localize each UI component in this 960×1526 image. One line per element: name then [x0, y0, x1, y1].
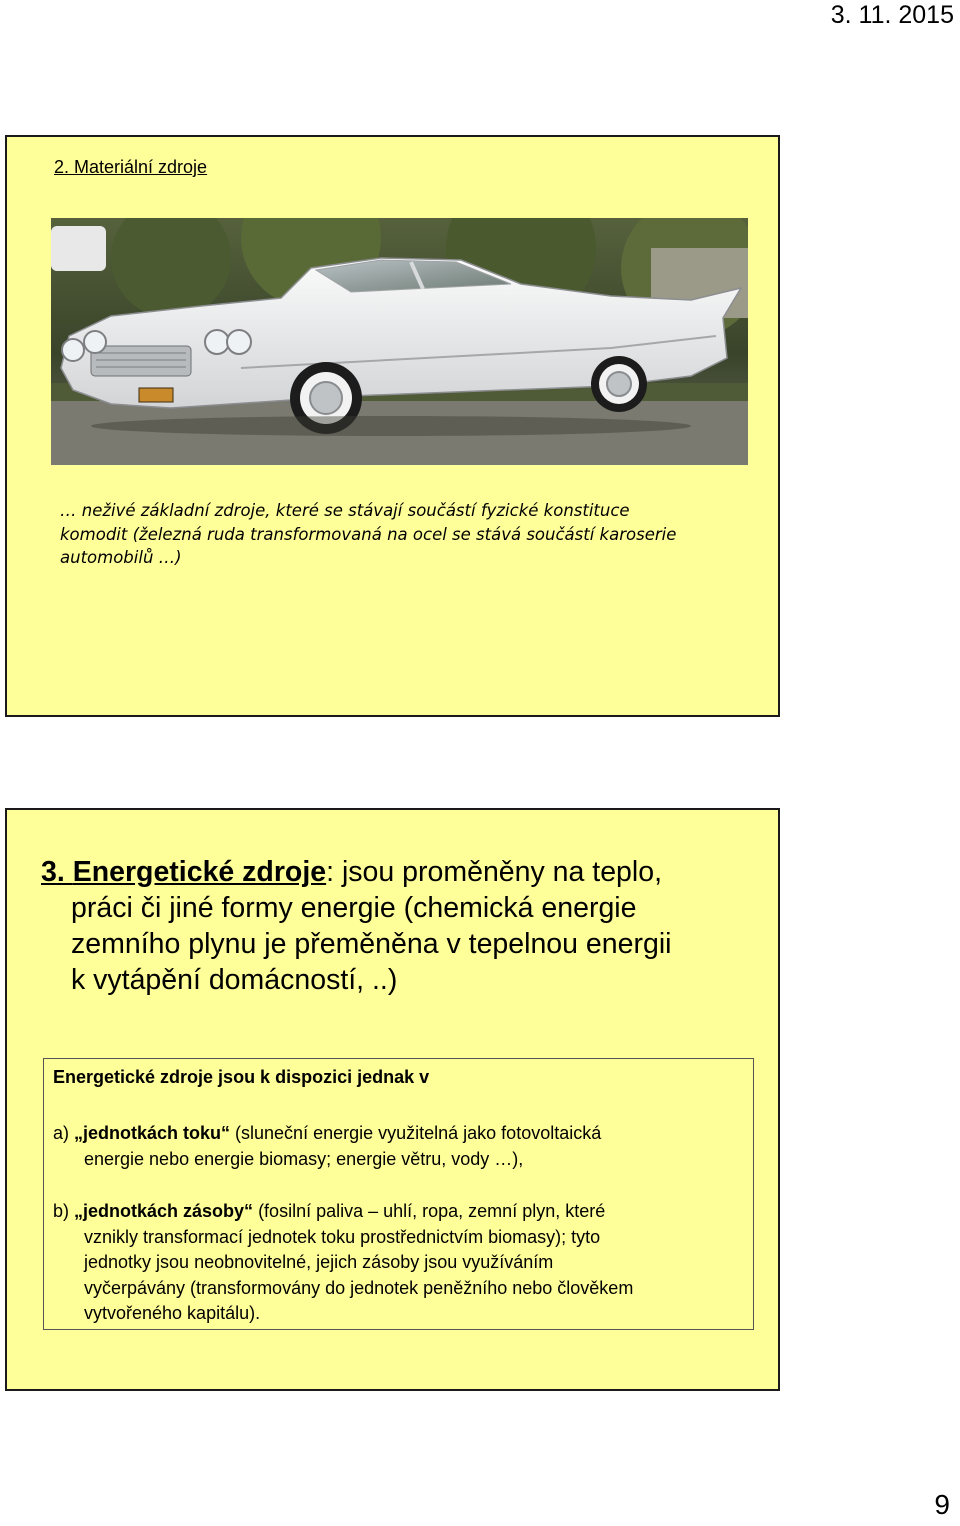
- item-line: jednotky jsou neobnovitelné, jejich zásoby jsou využíváním: [84, 1252, 554, 1272]
- item-line: a) „jednotkách toku“ (sluneční energie využitelná jako fotovoltaická: [53, 1123, 602, 1143]
- heading-line: zemního plynu je přeměněna v tepelnou energii: [71, 928, 672, 960]
- slide-text: [60, 499, 750, 570]
- heading-rest: : jsou proměněny na teplo,: [326, 856, 663, 888]
- text-line: automobilů …): [60, 548, 182, 567]
- page-date: 3. 11. 2015: [830, 1, 954, 29]
- item-line: vznikly transformací jednotek toku prostřednictvím biomasy); tyto: [84, 1226, 601, 1247]
- heading-number: 3.: [41, 856, 73, 888]
- box-intro: Energetické zdroje jsou k dispozici jednak v: [53, 1067, 430, 1087]
- slide-title: 2. Materiální zdroje: [54, 157, 208, 177]
- item-line: energie nebo energie biomasy; energie větru, vody …),: [84, 1148, 524, 1169]
- item-line: b) „jednotkách zásoby“ (fosilní paliva – uhlí, ropa, zemní plyn, které: [53, 1201, 606, 1221]
- item-term: „jednotkách zásoby“: [74, 1201, 254, 1221]
- list-item-b: [53, 1199, 743, 1327]
- heading-line: práci či jiné formy energie (chemická energie: [71, 892, 637, 924]
- car-photo-image: [51, 218, 748, 465]
- list-item-a: [53, 1121, 743, 1172]
- heading-line: [41, 854, 761, 890]
- info-box: [43, 1058, 754, 1330]
- heading-term: Energetické zdroje: [72, 856, 327, 888]
- item-line: vytvořeného kapitálu).: [84, 1303, 261, 1323]
- car-photo: [51, 218, 748, 465]
- slide-energeticke-zdroje: [5, 808, 780, 1391]
- slide-materialni-zdroje: [5, 135, 780, 717]
- page-number: 9: [934, 1489, 950, 1520]
- text-line: … neživé základní zdroje, které se stávají součástí fyzické konstituce: [60, 501, 630, 520]
- heading-line: k vytápění domácností, ..): [71, 964, 398, 996]
- slide-heading: [41, 854, 761, 998]
- text-line: komodit (železná ruda transformovaná na ocel se stává součástí karoserie: [60, 524, 677, 544]
- item-term: „jednotkách toku“: [74, 1123, 231, 1143]
- item-line: vyčerpávány (transformovány do jednotek peněžního nebo člověkem: [84, 1277, 634, 1298]
